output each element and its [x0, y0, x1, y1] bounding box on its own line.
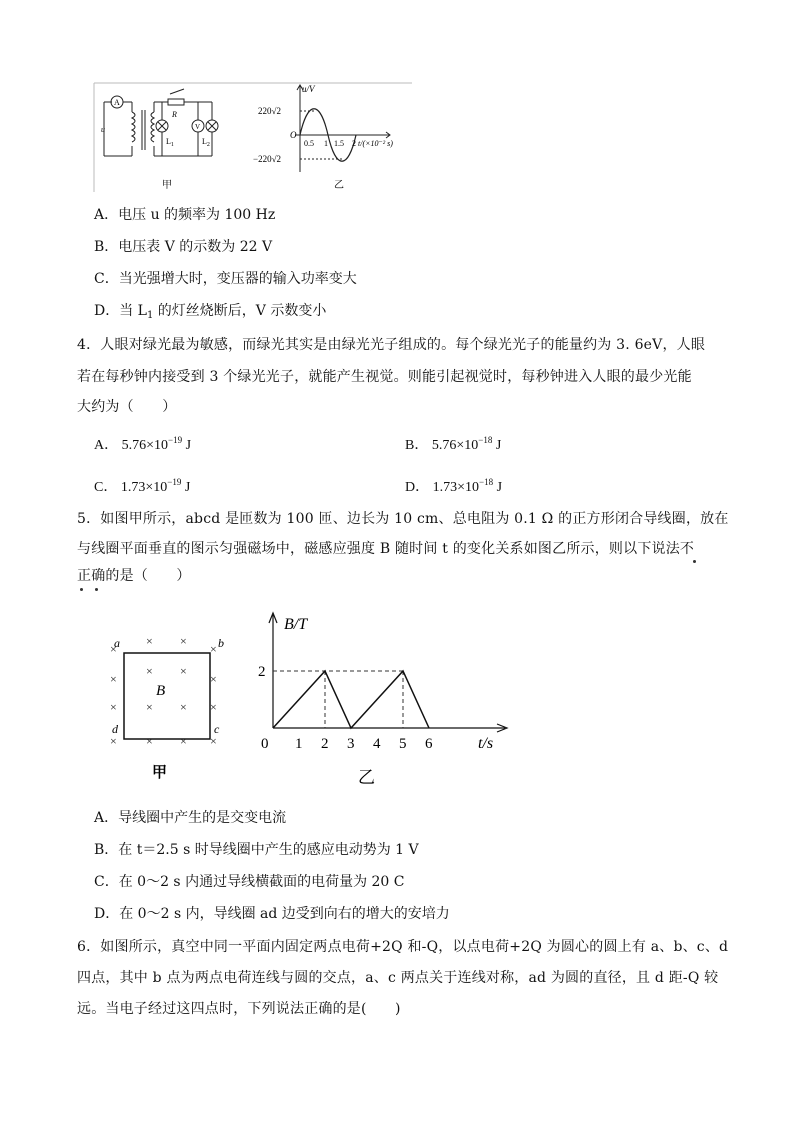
q3-figure — [90, 80, 420, 198]
field-cross-icon: × — [110, 672, 117, 686]
l2-label: $L_2$ — [202, 137, 210, 148]
q3-option-b[interactable]: B．电压表 V 的示数为 22 V — [94, 239, 273, 255]
wave-xtick: 0.5 — [304, 139, 314, 148]
q6-stem-line: 四点，其中 b 点为两点电荷连线与圆的交点，a、c 两点关于连线对称，ad 为圆的直径，且 d 距-Q 较 — [77, 970, 719, 986]
bt-xtick-label: 5 — [399, 736, 407, 752]
field-cross-icon: × — [146, 734, 153, 748]
voltmeter-label: V — [195, 123, 201, 131]
bt-xtick-label: 2 — [321, 736, 329, 752]
bt-xtick-label: 3 — [347, 736, 355, 752]
wave-ymax: 220√2 — [258, 106, 281, 116]
bt-xlabel: t/s — [478, 735, 494, 752]
q4-stem-line: 4．人眼对绿光最为敏感，而绿光其实是由绿光光子组成的。每个绿光光子的能量约为 3. 6eV，人眼 — [77, 337, 706, 353]
q5-option-d[interactable]: D．在 0～2 s 内，导线圈 ad 边受到向右的增大的安培力 — [94, 906, 450, 922]
emphasis-dot — [80, 588, 83, 591]
q5-option-a[interactable]: A．导线圈中产生的是交变电流 — [94, 810, 287, 826]
q4-option-d[interactable]: D． $1.73\times 10^{-18}$ J — [405, 477, 503, 495]
coil-square — [124, 653, 210, 739]
field-cross-icon: × — [110, 642, 117, 656]
q5-option-b[interactable]: B．在 t＝2.5 s 时导线圈中产生的感应电动势为 1 V — [94, 842, 419, 858]
field-cross-icon: × — [110, 700, 117, 714]
q4-option-c[interactable]: C． $1.73\times 10^{-19}$ J — [94, 477, 191, 495]
bt-ylabel: B/T — [284, 616, 308, 633]
circuit-diagram — [104, 89, 218, 156]
bt-xtick-label: 1 — [295, 736, 303, 752]
voltage-wave-plot — [295, 85, 390, 172]
ammeter-label: A — [114, 98, 120, 107]
q3-option-c[interactable]: C．当光强增大时，变压器的输入功率变大 — [94, 271, 357, 287]
wave-ymin: −220√2 — [253, 154, 282, 164]
field-cross-icon: × — [210, 672, 217, 686]
wave-origin: O — [290, 130, 297, 140]
fig-yi-label: 乙 — [358, 768, 375, 787]
q5-stem-line: 5．如图甲所示，abcd 是匝数为 100 匝、边长为 10 cm、总电阻为 0.1 Ω 的正方形闭合导线圈，放在 — [77, 511, 729, 527]
q5-stem-line: 正确的是（ ） — [77, 568, 191, 584]
q4-stem-line: 大约为（ ） — [77, 399, 177, 415]
l1-label: $L_1$ — [166, 137, 174, 148]
field-b-label: B — [156, 683, 166, 699]
field-cross-icon: × — [146, 700, 153, 714]
corner-b-label: b — [218, 636, 224, 650]
u-label: u — [101, 125, 105, 134]
q6-stem-line: 6．如图所示，真空中同一平面内固定两点电荷+2Q 和-Q，以点电荷+2Q 为圆心的圆上有 a、b、c、d — [77, 939, 729, 955]
q5-option-c[interactable]: C．在 0～2 s 内通过导线横截面的电荷量为 20 C — [94, 874, 405, 890]
q4-stem-line: 若在每秒钟内接受到 3 个绿光光子，就能产生视觉。则能引起视觉时，每秒钟进入人眼的最少光能 — [77, 369, 692, 385]
wave-xtick: 2 — [352, 139, 356, 148]
field-cross-icon: × — [210, 700, 217, 714]
field-cross-icon: × — [146, 634, 153, 648]
corner-a-label: a — [114, 636, 120, 650]
q5-bt-chart — [250, 605, 520, 790]
emphasis-dot — [95, 588, 98, 591]
r-label: R — [172, 110, 177, 119]
q4-option-b[interactable]: B． $5.76\times 10^{-18}$ J — [405, 435, 502, 453]
fig-jia-label: 甲 — [162, 180, 172, 191]
field-cross-icon: × — [180, 634, 187, 648]
field-cross-icon: × — [210, 734, 217, 748]
field-cross-icon: × — [180, 700, 187, 714]
fig-jia-label: 甲 — [152, 765, 168, 781]
bt-xtick-label: 4 — [373, 736, 381, 752]
bt-ytick-label: 2 — [258, 664, 266, 680]
q3-option-d[interactable]: D．当 $L_1$ 的灯丝烧断后，V 示数变小 — [94, 303, 327, 321]
q4-option-a[interactable]: A． $5.76\times 10^{-19}$ J — [94, 435, 192, 453]
wave-xtick: 1.5 — [334, 139, 344, 148]
q5-coil-figure — [98, 625, 238, 785]
q3-option-a[interactable]: A．电压 u 的频率为 100 Hz — [94, 207, 276, 223]
field-cross-icon: × — [180, 734, 187, 748]
wave-xlabel: t/(×10⁻² s) — [358, 139, 393, 148]
corner-d-label: d — [112, 722, 118, 736]
bt-series-line — [273, 671, 429, 728]
corner-c-label: c — [214, 722, 220, 736]
bt-xtick-label: 6 — [425, 736, 433, 752]
resistor-icon — [168, 99, 184, 105]
field-cross-icon: × — [180, 664, 187, 678]
wave-ylabel: u/V — [302, 84, 315, 94]
field-cross-icon: × — [110, 734, 117, 748]
field-cross-icon: × — [210, 642, 217, 656]
field-cross-icon: × — [146, 664, 153, 678]
q6-stem-line: 远。当电子经过这四点时，下列说法正确的是( ) — [77, 1001, 401, 1017]
q5-stem-line: 与线圈平面垂直的图示匀强磁场中，磁感应强度 B 随时间 t 的变化关系如图乙所示，则以下说法不 — [77, 541, 695, 557]
emphasis-dot — [693, 560, 696, 563]
fig-yi-label: 乙 — [334, 180, 344, 191]
bt-xtick-label: 0 — [261, 736, 269, 752]
wave-xtick: 1 — [324, 139, 328, 148]
